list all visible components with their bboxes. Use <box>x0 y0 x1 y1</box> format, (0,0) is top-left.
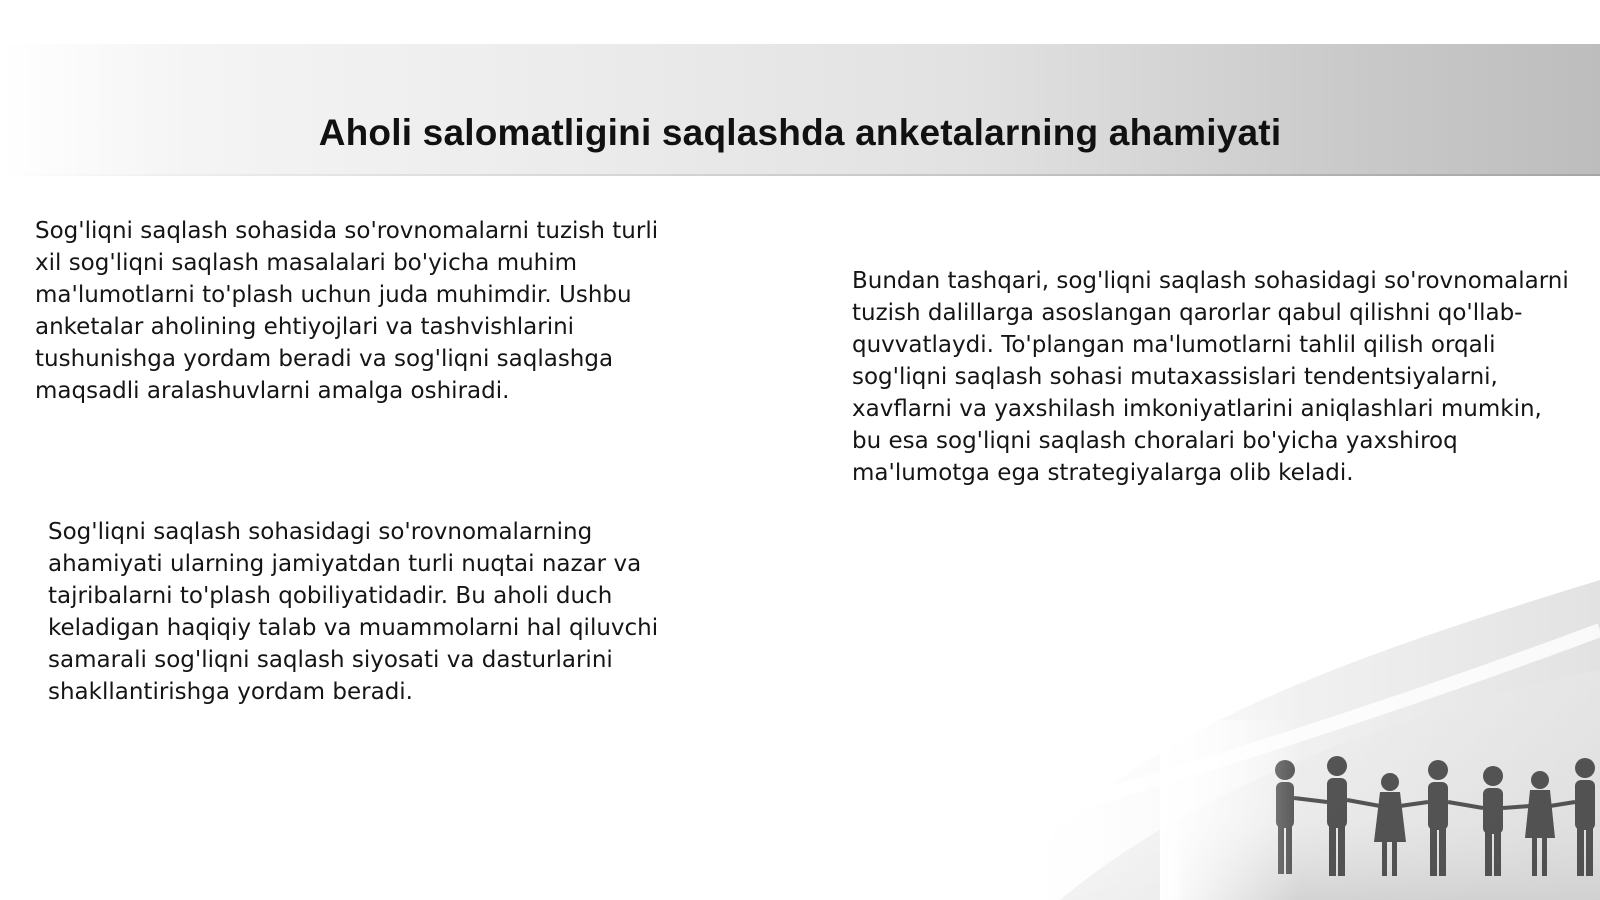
people-holding-hands-image <box>980 570 1600 900</box>
paragraph-left-top: Sog'liqni saqlash sohasida so'rovnomalarni tuzish turli xil sog'liqni saqlash masalalari bo'yicha muhim ma'lumotlarni to'plash uchun juda muhimdir. Ushbu anketalar aholining ehtiyojlari va tashvishlarini tushunishga yordam beradi va sog'liqni saqlashga maqsadli aralashuvlarni amalga oshiradi. <box>35 218 659 404</box>
paragraph-left-bottom: Sog'liqni saqlash sohasidagi so'rovnomalarning ahamiyati ularning jamiyatdan turli nuqtai nazar va tajribalarni to'plash qobiliyatidadir. Bu aholi duch keladigan haqiqiy talab va muammolarni hal qiluvchi samarali sog'liqni saqlash siyosati va dasturlarini shakllantirishga yordam beradi. <box>48 519 659 705</box>
paragraph-right: Bundan tashqari, sog'liqni saqlash sohasidagi so'rovnomalarni tuzish dalillarga asoslangan qarorlar qabul qilishni qo'llab-quvvatlaydi. To'plangan ma'lumotlarni tahlil qilish orqali sog'liqni saqlash sohasi mutaxassislari tendentsiyalarni, xavflarni va yaxshilash imkoniyatlarini aniqlashlari mumkin, bu esa sog'liqni saqlash choralari bo'yicha yaxshiroq ma'lumotga ega strategiyalarga olib keladi. <box>852 268 1569 486</box>
title-band <box>0 44 1600 176</box>
slide-title: Aholi salomatligini saqlashda anketalarning ahamiyati <box>318 112 1282 153</box>
